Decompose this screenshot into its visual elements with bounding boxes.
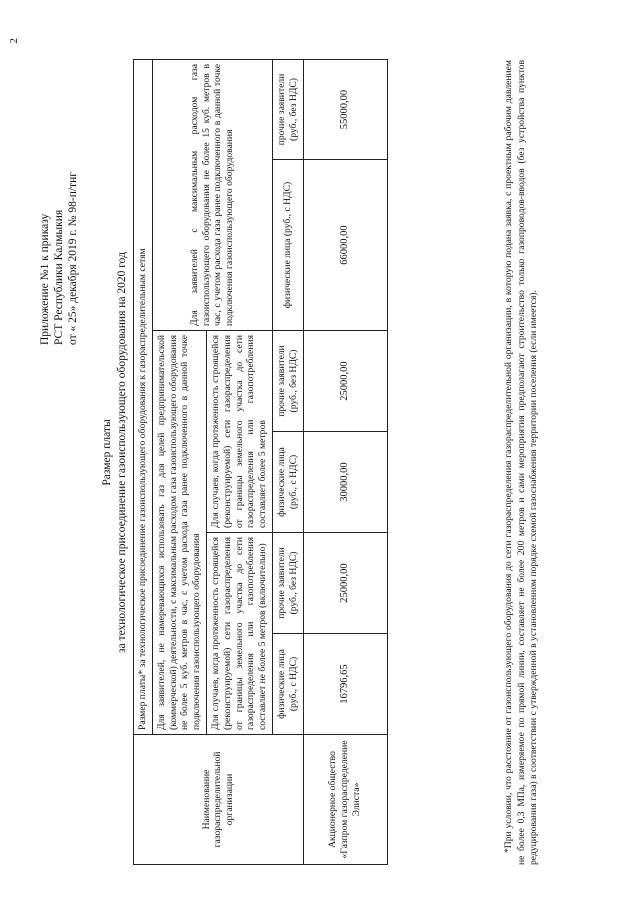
- header-line: РСТ Республики Калмыкия: [53, 209, 65, 345]
- document-title: [100, 0, 130, 905]
- order-header: [38, 85, 80, 345]
- page-number: 2: [8, 38, 20, 44]
- group1-header: Для заявителей, не намеревающихся использовать газ для целей предпринимательской (коммерческой) деятельности, с максимальным расходом газа газоиспользующего оборудования не более 5 куб. метров в час, с учетом расхода газа ранее подключенного в данной точке подключения газоиспользующего оборудования: [152, 331, 206, 735]
- header-physical: физические лица (руб., с НДС): [272, 634, 303, 735]
- super-header: Размер платы* за технологическое присоединение газоиспользующего оборудования к газораспределительным сетям: [134, 60, 153, 735]
- subgroup-over-5m: Для случаев, когда протяженность строящейся (реконструируемой) сети газораспределения от границы земельного участка до сети газораспределения или газопотребления составляет более 5 метров: [206, 331, 272, 533]
- header-physical: физические лица (руб., с НДС): [272, 160, 303, 331]
- header-other: прочие заявители (руб., без НДС): [272, 60, 303, 160]
- value-cell: 30000,00: [303, 432, 387, 533]
- value-cell: 55000,00: [303, 60, 387, 160]
- header-physical: физические лица (руб., с НДС): [272, 432, 303, 533]
- org-column-header: Наименование газораспределительной организации: [134, 735, 304, 865]
- group2-header: Для заявителей с максимальным расходом газа газоиспользующего оборудования не более 15 куб. метров в час, с учетом расхода газа ранее подключенного в данной точке подключения газоиспользующего оборудования: [152, 60, 272, 331]
- value-cell: 25000,00: [303, 533, 387, 634]
- value-cell: 25000,00: [303, 331, 387, 432]
- footnote: *При условии, что расстояние от газоиспользующего оборудования до сети газораспределения газораспределительной организации, в которую подана заявка, с проектным рабочим давлением не более 0,3 МПа, измеряемое по прямой линии, составляет не более 200 метров и сами мероприятия предполагают строительство только газопроводов-вводов (без устройства пунктов редуцирования газа) в соответствии с утвержденной в установленном порядке схемой газоснабжения территории поселения (если имеется).: [503, 60, 539, 865]
- fee-table: [133, 59, 388, 865]
- subgroup-up-to-5m: Для случаев, когда протяженность строящейся (реконструируемой) сети газораспределения от границы земельного участка до сети газораспределения или газопотребления составляет не более 5 метров (включительно): [206, 533, 272, 735]
- header-line: от « 25» декабря 2019 г. № 98-п/тнг: [67, 172, 79, 345]
- header-line: Приложение №1 к приказу: [39, 213, 51, 345]
- value-cell: 66000,00: [303, 160, 387, 331]
- table-row: [303, 60, 387, 865]
- org-name-cell: Акционерное общество «Газпром газораспределение Элиста»: [303, 735, 387, 865]
- header-other: прочие заявители (руб., без НДС): [272, 533, 303, 634]
- table-header-row: [134, 60, 153, 865]
- title-line: Размер платы: [101, 419, 113, 486]
- header-other: прочие заявители (руб., без НДС): [272, 331, 303, 432]
- title-line: за технологическое присоединение газоиспользующего оборудования на 2020 год: [116, 252, 128, 653]
- value-cell: 16796,65: [303, 634, 387, 735]
